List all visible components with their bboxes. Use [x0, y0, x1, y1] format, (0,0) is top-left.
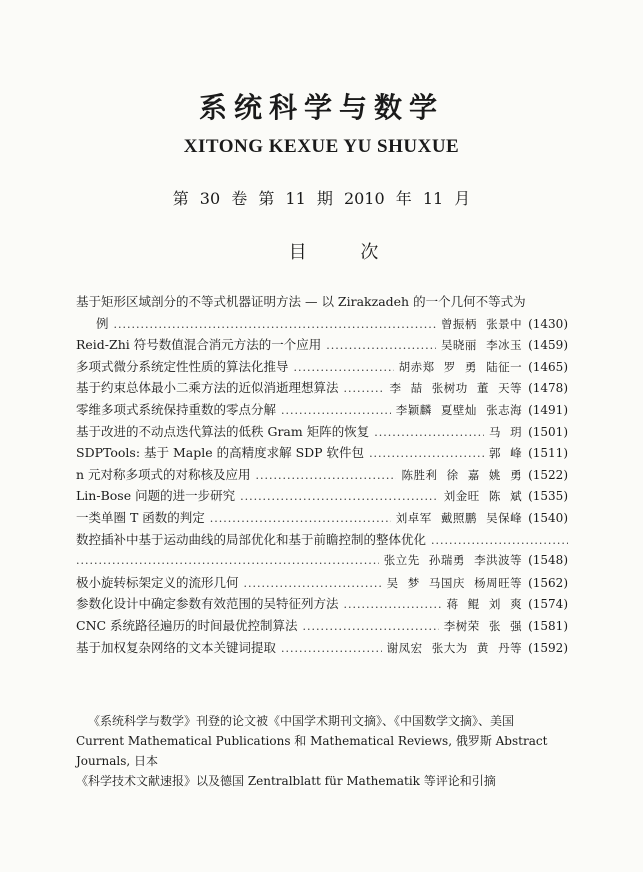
leader-dots: [369, 443, 484, 465]
toc-entry-title: 基于加权复杂网络的文本关键词提取: [76, 639, 277, 655]
toc-entry-page: (1459): [528, 338, 568, 353]
toc-entry[interactable]: [76, 593, 568, 615]
toc-entry-title: SDPTools: 基于 Maple 的高精度求解 SDP 软件包: [76, 445, 365, 461]
toc-entry-title: Reid-Zhi 符号数值混合消元方法的一个应用: [76, 337, 322, 353]
toc-entry-page: (1581): [528, 618, 568, 633]
toc-entry-authors: 李颖麟 夏壁灿 张志海: [395, 402, 523, 417]
toc-entry-authors: 胡赤郑 罗 勇 陆征一: [398, 359, 523, 374]
toc-entry-authors: 吴晓丽 李冰玉: [440, 338, 523, 353]
toc-entry[interactable]: [76, 377, 568, 399]
indexing-notice: [76, 711, 568, 791]
leader-dots: [210, 508, 391, 530]
toc-entry-authors: 陈胜利 徐 嘉 姚 勇: [401, 467, 523, 482]
toc-entry-page: (1562): [528, 575, 568, 590]
journal-title-pinyin: XITONG KEXUE YU SHUXUE: [183, 136, 460, 157]
toc-entry[interactable]: [76, 485, 568, 507]
leader-dots: [344, 378, 385, 400]
leader-dots: [374, 422, 484, 444]
toc-entry-authors: 蒋 鲲 刘 爽: [446, 597, 523, 612]
toc-entry-authors: 曾振柄 张景中: [440, 316, 523, 331]
leader-dots: [326, 335, 436, 357]
toc-entry-authors: 马 玥: [488, 424, 523, 439]
toc-entry-title: 基于约束总体最小二乘方法的近似消逝理想算法: [76, 380, 339, 396]
toc-entry-authors: 刘卓军 戴照鹏 吴保峰: [395, 510, 523, 525]
indexing-notice-line: 《系统科学与数学》刊登的论文被《中国学术期刊文摘》、《中国数学文摘》、美国: [88, 714, 515, 728]
leader-dots: [431, 530, 568, 552]
leader-dots: [344, 594, 442, 616]
toc-entry[interactable]: [76, 399, 568, 421]
toc-entry-title: Lin-Bose 问题的进一步研究: [76, 488, 236, 504]
toc-entry-authors: 张立先 孙瑞勇 李洪波等: [383, 553, 523, 568]
leader-dots: [294, 357, 394, 379]
leader-dots: [281, 400, 391, 422]
toc-entry-title: 极小旋转标架定义的流形几何: [76, 574, 239, 590]
indexing-notice-line: Current Mathematical Publications 和 Mathematical Reviews, 俄罗斯 Abstract Journals, 日本: [76, 734, 548, 768]
toc-entry[interactable]: [76, 572, 568, 594]
toc-entry-authors: 谢凤宏 张大为 黄 丹等: [386, 640, 523, 655]
leader-dots: [114, 314, 436, 336]
indexing-notice-line: 《科学技术文献速报》以及德国 Zentralblatt für Mathematik 等评论和引摘: [76, 774, 496, 788]
leader-dots: [240, 486, 439, 508]
toc-entry-page: (1574): [528, 597, 568, 612]
leader-dots: [303, 616, 439, 638]
toc-entry[interactable]: [76, 421, 568, 443]
toc-entry[interactable]: [76, 464, 568, 486]
toc-entry[interactable]: [76, 356, 568, 378]
leader-dots: [281, 638, 382, 660]
toc-entry-title: 数控插补中基于运动曲线的局部优化和基于前瞻控制的整体优化: [76, 531, 427, 547]
toc-heading: 目 次: [288, 242, 403, 263]
toc-entry-title: 基于改进的不动点迭代算法的低秩 Gram 矩阵的恢复: [76, 423, 370, 439]
toc-entry-title: 参数化设计中确定参数有效范围的吴特征列方法: [76, 596, 339, 612]
toc-entry-page: (1540): [528, 510, 568, 525]
toc-entry-title: n 元对称多项式的对称核及应用: [76, 466, 251, 482]
issue-info: 第 30 卷 第 11 期 2010 年 11 月: [172, 189, 471, 208]
toc-entry-page: (1511): [528, 446, 568, 461]
toc-entry-title: 一类单圈 T 函数的判定: [76, 509, 205, 525]
toc-entry-authors: 刘金旺 陈 斌: [443, 489, 523, 504]
toc-entry-authors: 郭 峰: [488, 446, 523, 461]
toc-entry-title: 零维多项式系统保持重数的零点分解: [76, 401, 277, 417]
toc-entry-page: (1465): [528, 359, 568, 374]
leader-dots: [76, 550, 379, 572]
table-of-contents: [76, 291, 568, 658]
toc-entry-page: (1430): [528, 316, 568, 331]
toc-entry[interactable]: [76, 442, 568, 464]
toc-entry[interactable]: [76, 291, 568, 334]
toc-entry-authors: 吴 梦 马国庆 杨周旺等: [386, 575, 523, 590]
toc-entry-title: 多项式微分系统定性性质的算法化推导: [76, 358, 289, 374]
toc-entry-authors: 李树荣 张 强: [443, 618, 523, 633]
toc-entry-page: (1592): [528, 640, 568, 655]
toc-entry-page: (1548): [528, 553, 568, 568]
toc-entry[interactable]: [76, 334, 568, 356]
toc-entry-title: CNC 系统路径遍历的时间最优控制算法: [76, 617, 298, 633]
toc-entry-title: 基于矩形区域剖分的不等式机器证明方法 — 以 Zirakzadeh 的一个几何不等式为: [76, 294, 526, 309]
toc-entry[interactable]: [76, 615, 568, 637]
toc-entry-title-cont: 例: [96, 315, 109, 331]
toc-entry-page: (1535): [528, 489, 568, 504]
toc-entry[interactable]: [76, 529, 568, 572]
toc-entry-page: (1478): [528, 381, 568, 396]
toc-entry[interactable]: [76, 637, 568, 659]
toc-entry-page: (1491): [528, 402, 568, 417]
leader-dots: [256, 465, 397, 487]
toc-entry-page: (1501): [528, 424, 568, 439]
leader-dots: [244, 573, 382, 595]
toc-entry-page: (1522): [528, 467, 568, 482]
toc-entry-authors: 李 喆 张树功 董 天等: [389, 381, 523, 396]
toc-entry[interactable]: [76, 507, 568, 529]
journal-title-chinese: 系统科学与数学: [198, 91, 444, 124]
